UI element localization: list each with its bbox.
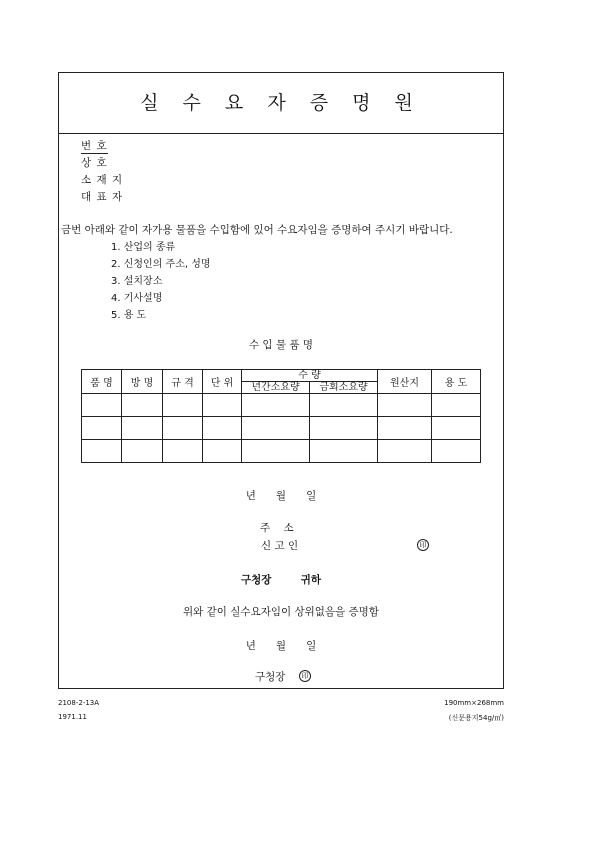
table-cell[interactable] xyxy=(378,394,432,417)
table-cell[interactable] xyxy=(163,394,203,417)
table-cell[interactable] xyxy=(310,417,378,440)
table-cell[interactable] xyxy=(82,417,122,440)
seal-icon: 印 xyxy=(417,539,429,551)
list-item: 3. 설치장소 xyxy=(111,276,163,287)
form-date: 1971.11 xyxy=(58,713,87,721)
table-cell[interactable] xyxy=(203,417,242,440)
table-cell[interactable] xyxy=(163,440,203,463)
recipient: 구청장 귀하 xyxy=(241,574,321,586)
table-row xyxy=(82,417,481,440)
request-text: 금번 아래와 같이 자가용 물품을 수입함에 있어 수요자임을 증명하여 주시기 바랍니다. xyxy=(61,224,453,236)
list-item: 2. 신청인의 주소, 성명 xyxy=(111,259,211,270)
table-row xyxy=(82,394,481,417)
table-cell[interactable] xyxy=(242,440,310,463)
table-cell[interactable] xyxy=(432,417,481,440)
field-location: 소 재 지 xyxy=(81,174,124,186)
import-items-table xyxy=(81,369,481,463)
applicant-label: 신 고 인 xyxy=(261,540,299,552)
certify-text: 위와 같이 실수요자임이 상위없음을 증명함 xyxy=(183,606,379,618)
table-cell[interactable] xyxy=(203,394,242,417)
table-cell[interactable] xyxy=(242,417,310,440)
header-standard: 규 격 xyxy=(163,370,203,394)
list-item: 1. 산업의 종류 xyxy=(111,242,176,253)
issuer: 구청장 xyxy=(255,671,286,683)
list-item: 4. 기사설명 xyxy=(111,293,163,304)
header-annual-need: 년간소요량 xyxy=(242,382,310,394)
table-cell[interactable] xyxy=(122,394,163,417)
table-cell[interactable] xyxy=(432,394,481,417)
header-quantity: 수 량 xyxy=(242,370,378,382)
field-trade-name: 상 호 xyxy=(81,157,108,169)
table-row xyxy=(82,440,481,463)
field-representative: 대 표 자 xyxy=(81,191,124,203)
table-cell[interactable] xyxy=(122,440,163,463)
table-cell[interactable] xyxy=(203,440,242,463)
header-spec-name: 방 명 xyxy=(122,370,163,394)
import-items-heading: 수 입 물 품 명 xyxy=(248,339,314,351)
date-line-2: 년 월 일 xyxy=(245,640,317,652)
header-unit: 단 위 xyxy=(203,370,242,394)
date-line: 년 월 일 xyxy=(245,490,317,502)
table-cell[interactable] xyxy=(242,394,310,417)
table-cell[interactable] xyxy=(163,417,203,440)
form-size: 190mm×268mm xyxy=(444,699,504,707)
form-frame xyxy=(58,72,504,689)
table-cell[interactable] xyxy=(310,394,378,417)
table-cell[interactable] xyxy=(378,417,432,440)
table-cell[interactable] xyxy=(82,440,122,463)
list-item: 5. 용 도 xyxy=(111,310,147,321)
header-item-name: 품 명 xyxy=(82,370,122,394)
address-label: 주 소 xyxy=(260,522,294,534)
seal-icon: 印 xyxy=(299,670,311,682)
header-origin: 원산지 xyxy=(378,370,432,394)
table-cell[interactable] xyxy=(122,417,163,440)
table-cell[interactable] xyxy=(378,440,432,463)
form-title: 실 수 요 자 증 명 원 xyxy=(59,73,503,134)
table-cell[interactable] xyxy=(310,440,378,463)
table-cell[interactable] xyxy=(82,394,122,417)
table-cell[interactable] xyxy=(432,440,481,463)
field-number: 번 호 xyxy=(81,140,108,152)
paper-spec: (신문용지54g/㎡) xyxy=(448,714,504,722)
header-use: 용 도 xyxy=(432,370,481,394)
header-this-need: 금회소요량 xyxy=(310,382,378,394)
form-code: 2108-2-13A xyxy=(58,699,100,707)
